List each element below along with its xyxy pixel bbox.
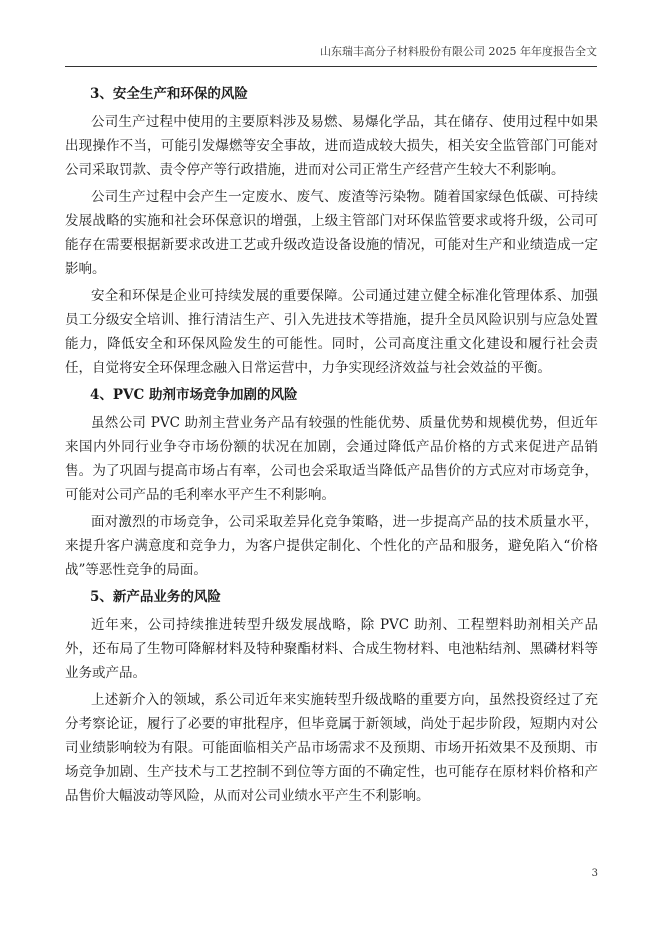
header-title: 山东瑞丰高分子材料股份有限公司 2025 年年度报告全文 (320, 45, 597, 58)
paragraph: 公司生产过程中会产生一定废水、废气、废渣等污染物。随着国家绿色低碳、可持续发展战略的实施和社会环保意识的增强，上级主管部门对环保监管要求或将升级，公司可能存在需要根据新要求改进工艺或升级改造设备设施的情况，可能对生产和业绩造成一定影响。 (65, 189, 598, 277)
document-body (65, 82, 598, 811)
section-pvc-competition (65, 383, 598, 582)
paragraph: 上述新介入的领域，系公司近年来实施转型升级战略的重要方向，虽然投资经过了充分考察论证，履行了必要的审批程序，但毕竟属于新领域，尚处于起步阶段，短期内对公司业绩影响较为有限。可能面临相关产品市场需求不及预期、市场开拓效果不及预期、市场竞争加剧、生产技术与工艺控制不到位等方面的不确定性，也可能存在原材料价格和产品售价大幅波动等风险，从而对公司业绩水平产生不利影响。 (65, 692, 598, 804)
section-safety-environment (65, 82, 598, 380)
page-header (65, 44, 597, 67)
section-title: 3、安全生产和环保的风险 (90, 86, 248, 102)
paragraph: 近年来，公司持续推进转型升级发展战略，除 PVC 助剂、工程塑料助剂相关产品外，还布局了生物可降解材料及特种聚酯材料、合成生物材料、电池粘结剂、黑磷材料等业务或产品。 (65, 617, 598, 681)
paragraph: 面对激烈的市场竞争，公司采取差异化竞争策略，进一步提高产品的技术质量水平，来提升客户满意度和竞争力，为客户提供定制化、个性化的产品和服务，避免陷入“价格战”等恶性竞争的局面。 (65, 514, 598, 578)
section-title: 4、PVC 助剂市场竞争加剧的风险 (90, 387, 298, 403)
section-title: 5、新产品业务的风险 (90, 589, 221, 605)
paragraph: 公司生产过程中使用的主要原料涉及易燃、易爆化学品，其在储存、使用过程中如果出现操作不当，可能引发爆燃等安全事故，进而造成较大损失，相关安全监管部门可能对公司采取罚款、责令停产等行政措施，进而对公司正常生产经营产生较大不利影响。 (65, 114, 598, 178)
paragraph: 虽然公司 PVC 助剂主营业务产品有较强的性能优势、质量优势和规模优势，但近年来国内外同行业争夺市场份额的状况在加剧，会通过降低产品价格的方式来促进产品销售。为了巩固与提高市场占有率，公司也会采取适当降低产品售价的方式应对市场竞争，可能对公司产品的毛利率水平产生不利影响。 (65, 415, 598, 503)
page-number: 3 (591, 868, 598, 879)
section-new-products (65, 585, 598, 808)
paragraph: 安全和环保是企业可持续发展的重要保障。公司通过建立健全标准化管理体系、加强员工分级安全培训、推行清洁生产、引入先进技术等措施，提升全员风险识别与应急处置能力，降低安全和环保风险发生的可能性。同时，公司高度注重文化建设和履行社会责任，自觉将安全环保理念融入日常运营中，力争实现经济效益与社会效益的平衡。 (65, 288, 598, 376)
